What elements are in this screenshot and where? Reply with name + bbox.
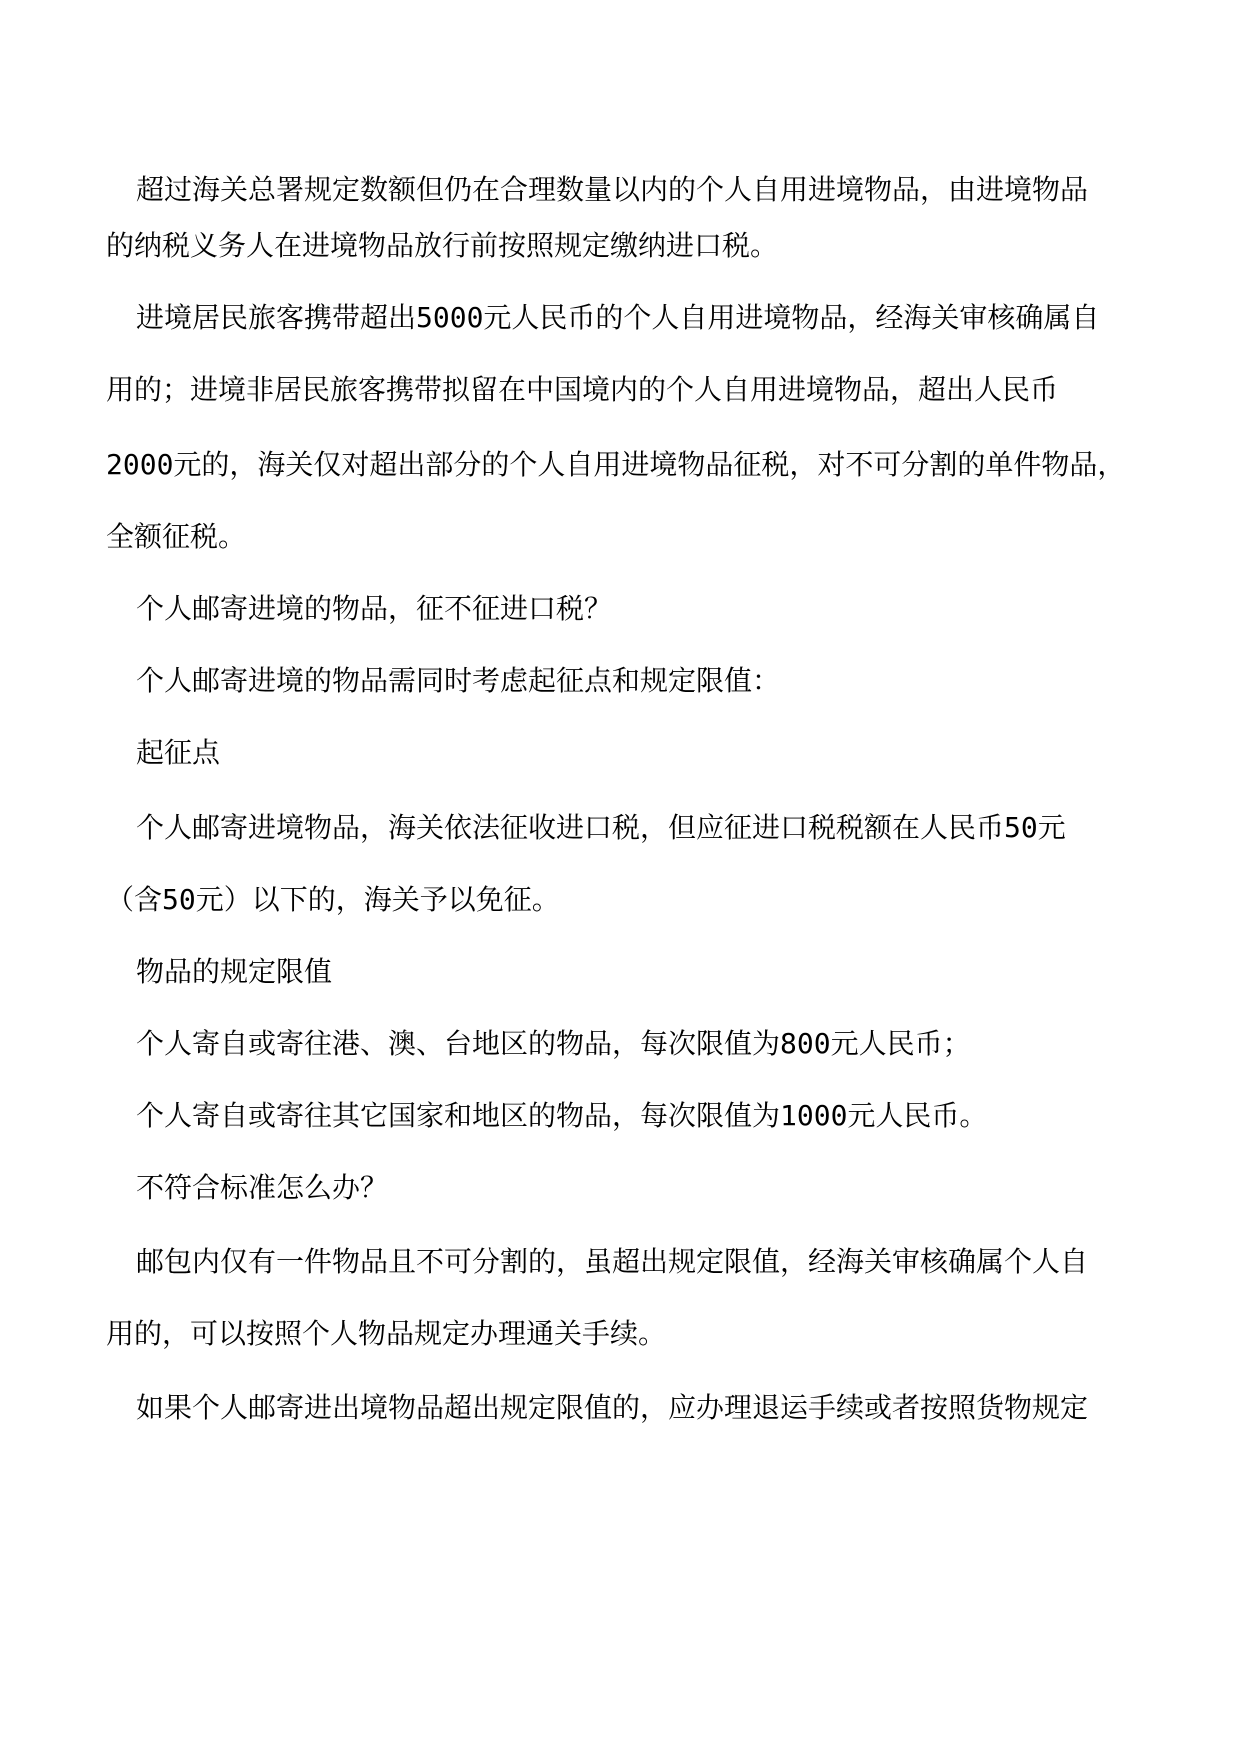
text-line: 的纳税义务人在进境物品放行前按照规定缴纳进口税。	[106, 229, 779, 262]
text-line: 如果个人邮寄进出境物品超出规定限值的，应办理退运手续或者按照货物规定	[136, 1391, 1089, 1424]
text-line: 用的，可以按照个人物品规定办理通关手续。	[106, 1317, 667, 1350]
text-line: 起征点	[136, 736, 221, 769]
text-line: 用的；进境非居民旅客携带拟留在中国境内的个人自用进境物品，超出人民币	[106, 373, 1059, 406]
text-line: 2000元的，海关仅对超出部分的个人自用进境物品征税，对不可分割的单件物品，	[106, 448, 1126, 481]
text-line: 全额征税。	[106, 520, 247, 553]
text-line: 超过海关总署规定数额但仍在合理数量以内的个人自用进境物品，由进境物品	[136, 173, 1089, 206]
text-line: （含50元）以下的，海关予以免征。	[106, 883, 560, 916]
text-line: 物品的规定限值	[136, 955, 333, 988]
text-line: 进境居民旅客携带超出5000元人民币的个人自用进境物品，经海关审核确属自	[136, 301, 1100, 334]
text-line: 个人寄自或寄往港、澳、台地区的物品，每次限值为800元人民币；	[136, 1027, 971, 1060]
text-line: 个人寄自或寄往其它国家和地区的物品，每次限值为1000元人民币。	[136, 1099, 988, 1132]
text-line: 不符合标准怎么办？	[136, 1171, 389, 1204]
text-line: 个人邮寄进境的物品，征不征进口税？	[136, 592, 613, 625]
text-line: 个人邮寄进境的物品需同时考虑起征点和规定限值：	[136, 664, 781, 697]
text-line: 个人邮寄进境物品，海关依法征收进口税，但应征进口税税额在人民币50元	[136, 811, 1066, 844]
text-line: 邮包内仅有一件物品且不可分割的，虽超出规定限值，经海关审核确属个人自	[136, 1245, 1089, 1278]
